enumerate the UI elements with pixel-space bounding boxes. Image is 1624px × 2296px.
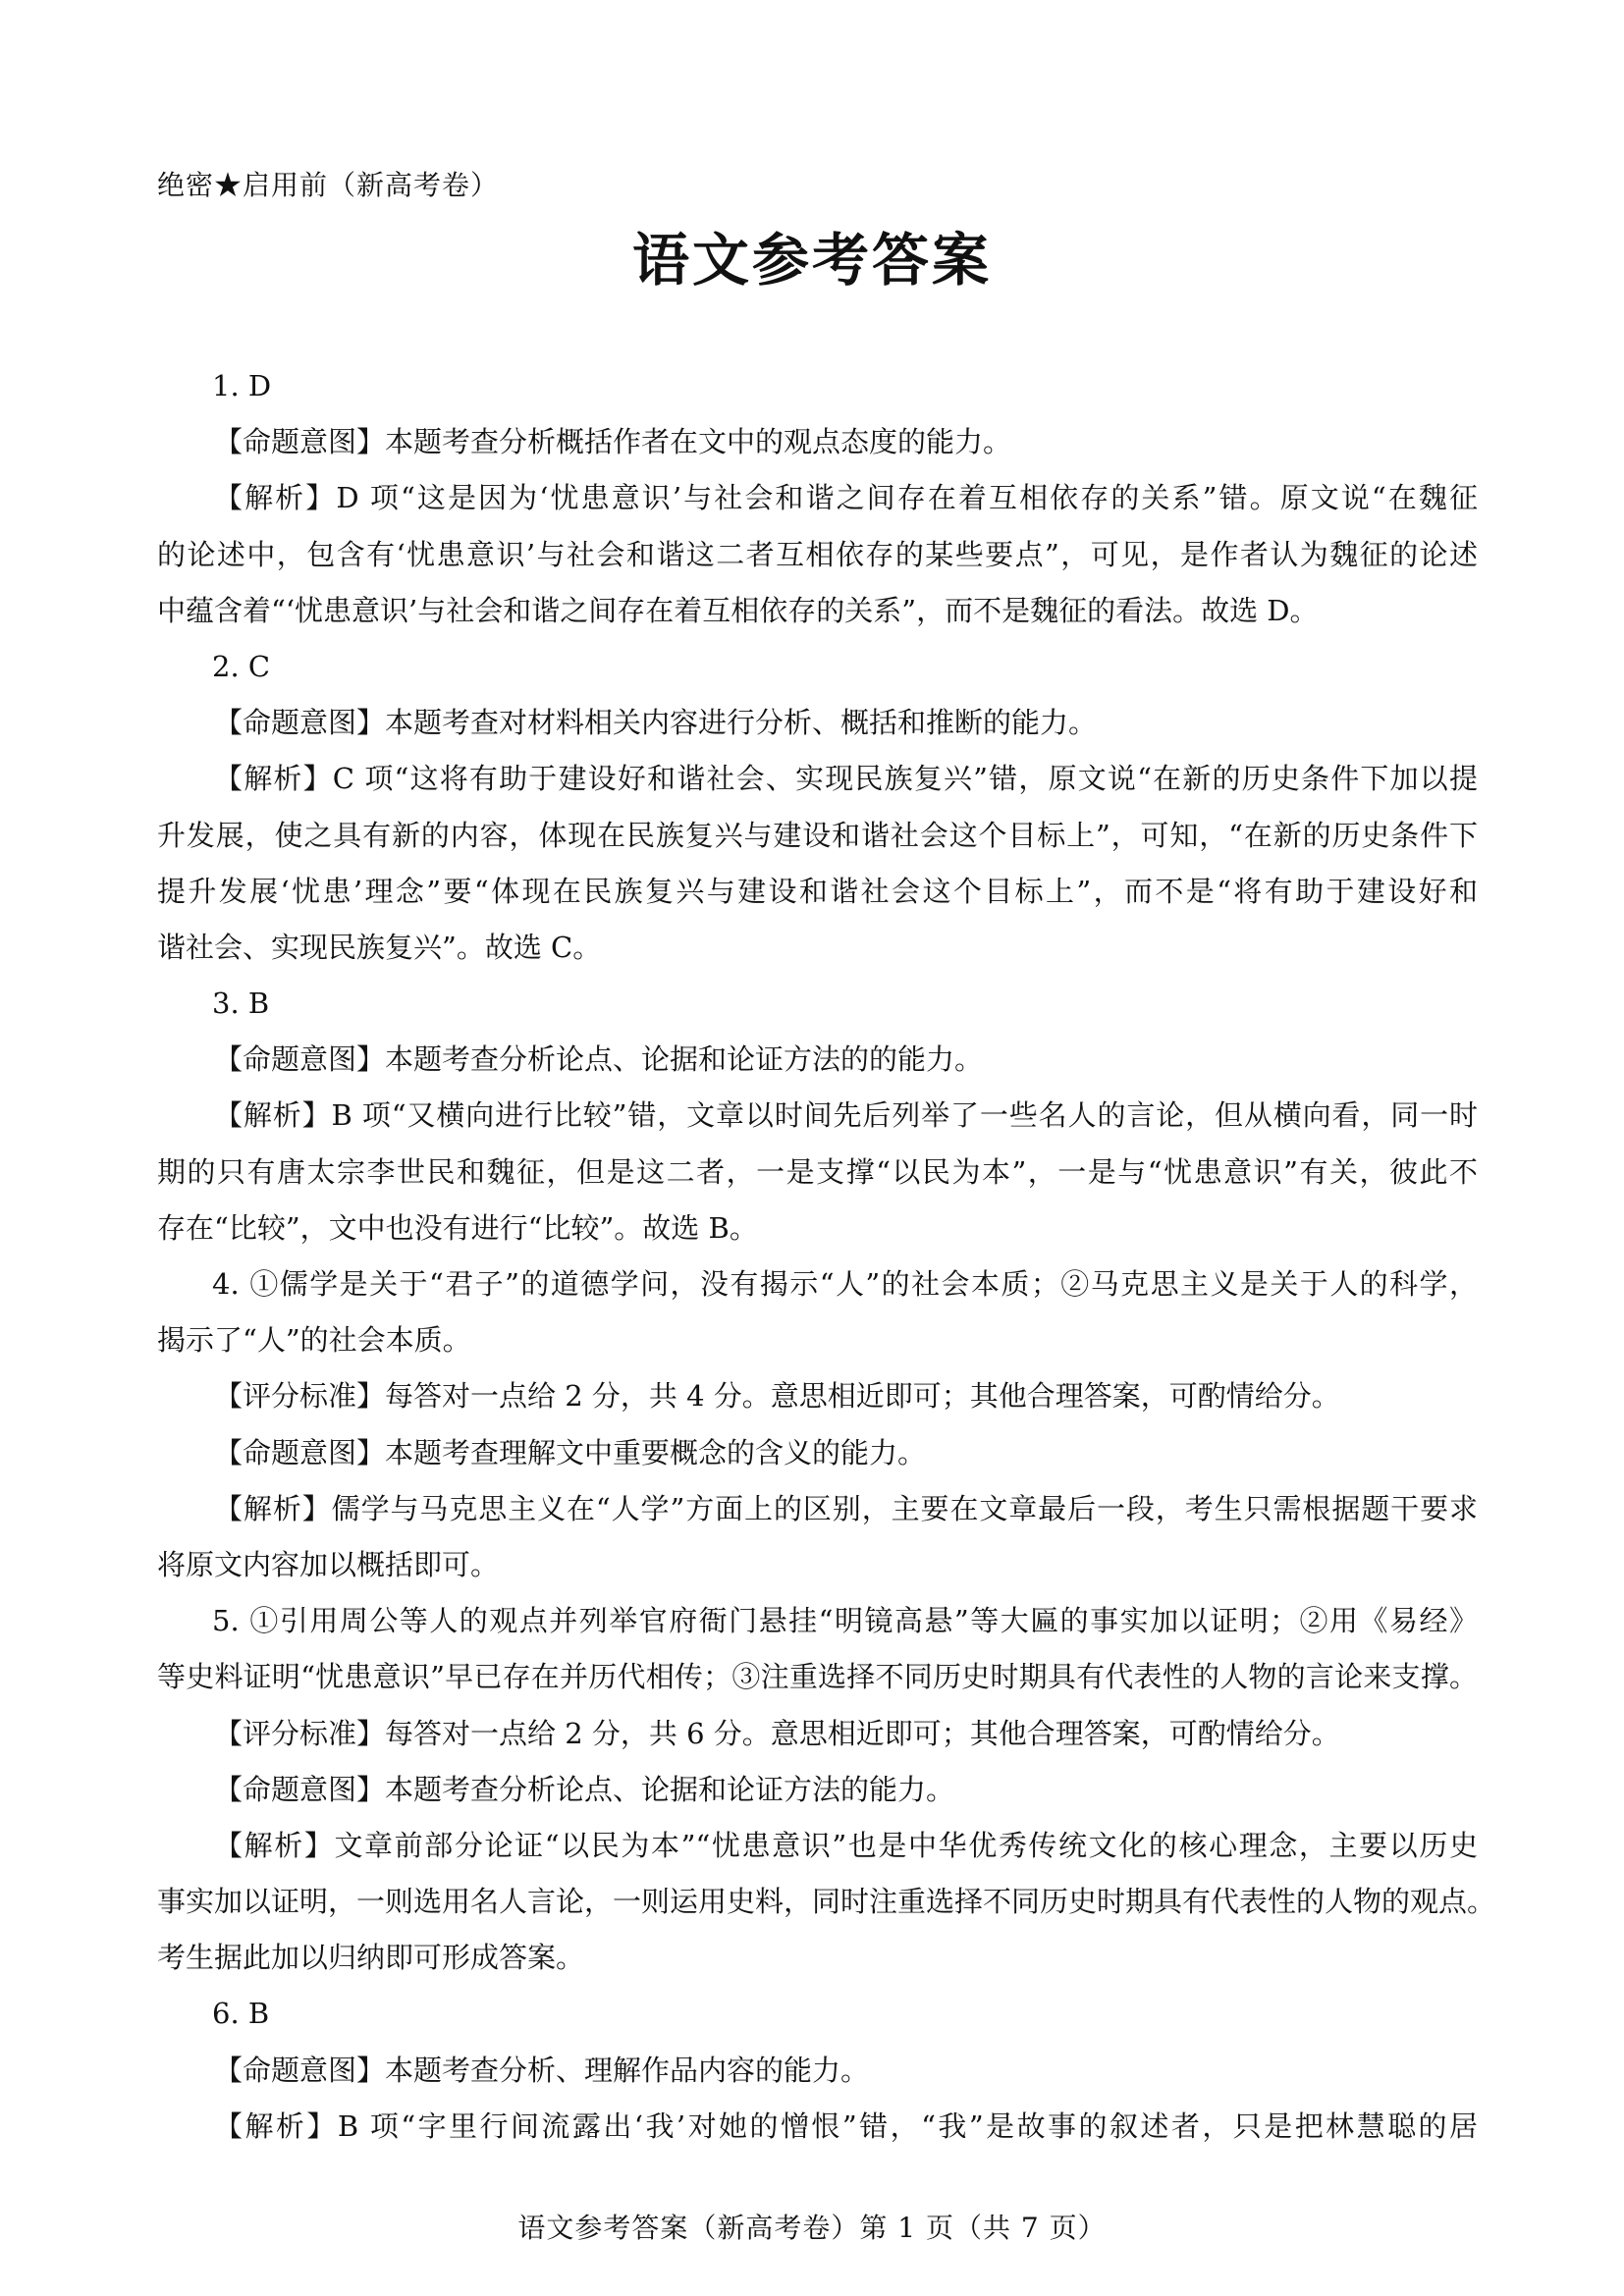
text-line: 提升发展‘忧患’理念”要“体现在民族复兴与建设和谐社会这个目标上”，而不是“将有助于建设好和 — [157, 874, 1478, 908]
text-line: 4. ①儒学是关于“君子”的道德学问，没有揭示“人”的社会本质；②马克思主义是关于人的科学， — [212, 1267, 1478, 1301]
text-line: 期的只有唐太宗李世民和魏征，但是这二者，一是支撑“以民为本”，一是与“忧患意识”有关，彼此不 — [157, 1154, 1478, 1189]
text-line: 【解析】文章前部分论证“以民为本”“忧患意识”也是中华优秀传统文化的核心理念，主要以历史 — [214, 1828, 1478, 1862]
text-line: 【评分标准】每答对一点给 2 分，共 4 分。意思相近即可；其他合理答案，可酌情给分。 — [214, 1379, 1340, 1414]
page-title: 语文参考答案 — [631, 227, 992, 294]
text-line: 6. B — [212, 1997, 270, 2031]
text-line: 【解析】B 项“字里行间流露出‘我’对她的憎恨”错，“我”是故事的叙述者，只是把林慧聪的居 — [214, 2109, 1478, 2143]
text-line: 【解析】C 项“这将有助于建设好和谐社会、实现民族复兴”错，原文说“在新的历史条件下加以提 — [214, 762, 1478, 796]
text-line: 揭示了“人”的社会本质。 — [157, 1323, 471, 1358]
page-footer: 语文参考答案（新高考卷）第 1 页（共 7 页） — [517, 2212, 1107, 2244]
text-line: 【命题意图】本题考查理解文中重要概念的含义的能力。 — [214, 1435, 927, 1469]
text-line: 的论述中，包含有‘忧患意识’与社会和谐这二者互相依存的某些要点”，可见，是作者认为魏征的论述 — [157, 537, 1478, 571]
text-line: 事实加以证明，一则选用名人言论，一则运用史料，同时注重选择不同历史时期具有代表性的人物的观点。 — [157, 1885, 1496, 1919]
text-line: 升发展，使之具有新的内容，体现在民族复兴与建设和谐社会这个目标上”，可知，“在新的历史条件下 — [157, 818, 1478, 852]
text-line: 3. B — [212, 987, 270, 1021]
text-line: 【命题意图】本题考查对材料相关内容进行分析、概括和推断的能力。 — [214, 706, 1098, 740]
text-line: 【评分标准】每答对一点给 2 分，共 6 分。意思相近即可；其他合理答案，可酌情给分。 — [214, 1716, 1340, 1750]
text-line: 【解析】儒学与马克思主义在“人学”方面上的区别，主要在文章最后一段，考生只需根据题干要求 — [214, 1491, 1478, 1525]
text-line: 1. D — [212, 369, 272, 402]
text-line: 等史料证明“忧患意识”早已存在并历代相传；③注重选择不同历史时期具有代表性的人物的言论来支撑。 — [157, 1660, 1478, 1694]
text-line: 【解析】B 项“又横向进行比较”错，文章以时间先后列举了一些名人的言论，但从横向看，同一时 — [214, 1098, 1478, 1133]
text-line: 【解析】D 项“这是因为‘忧患意识’与社会和谐之间存在着互相依存的关系”错。原文说“在魏征 — [214, 481, 1478, 515]
confidential-notice: 绝密★启用前（新高考卷） — [157, 169, 500, 201]
text-line: 将原文内容加以概括即可。 — [157, 1547, 500, 1581]
text-line: 中蕴含着“‘忧患意识’与社会和谐之间存在着互相依存的关系”，而不是魏征的看法。故选 D。 — [157, 593, 1319, 627]
text-line: 【命题意图】本题考查分析概括作者在文中的观点态度的能力。 — [214, 425, 1012, 459]
text-line: 考生据此加以归纳即可形成答案。 — [157, 1941, 585, 1975]
text-line: 【命题意图】本题考查分析论点、论据和论证方法的能力。 — [214, 1772, 955, 1806]
answer-body — [157, 358, 1496, 2155]
text-line: 【命题意图】本题考查分析、理解作品内容的能力。 — [214, 2053, 870, 2087]
text-line: 5. ①引用周公等人的观点并列举官府衙门悬挂“明镜高悬”等大匾的事实加以证明；②用《易经》 — [212, 1604, 1478, 1638]
text-line: 2. C — [212, 649, 271, 683]
text-line: 存在“比较”，文中也没有进行“比较”。故选 B。 — [157, 1210, 758, 1245]
text-line: 【命题意图】本题考查分析论点、论据和论证方法的的能力。 — [214, 1042, 984, 1077]
text-line: 谐社会、实现民族复兴”。故选 C。 — [157, 930, 602, 964]
